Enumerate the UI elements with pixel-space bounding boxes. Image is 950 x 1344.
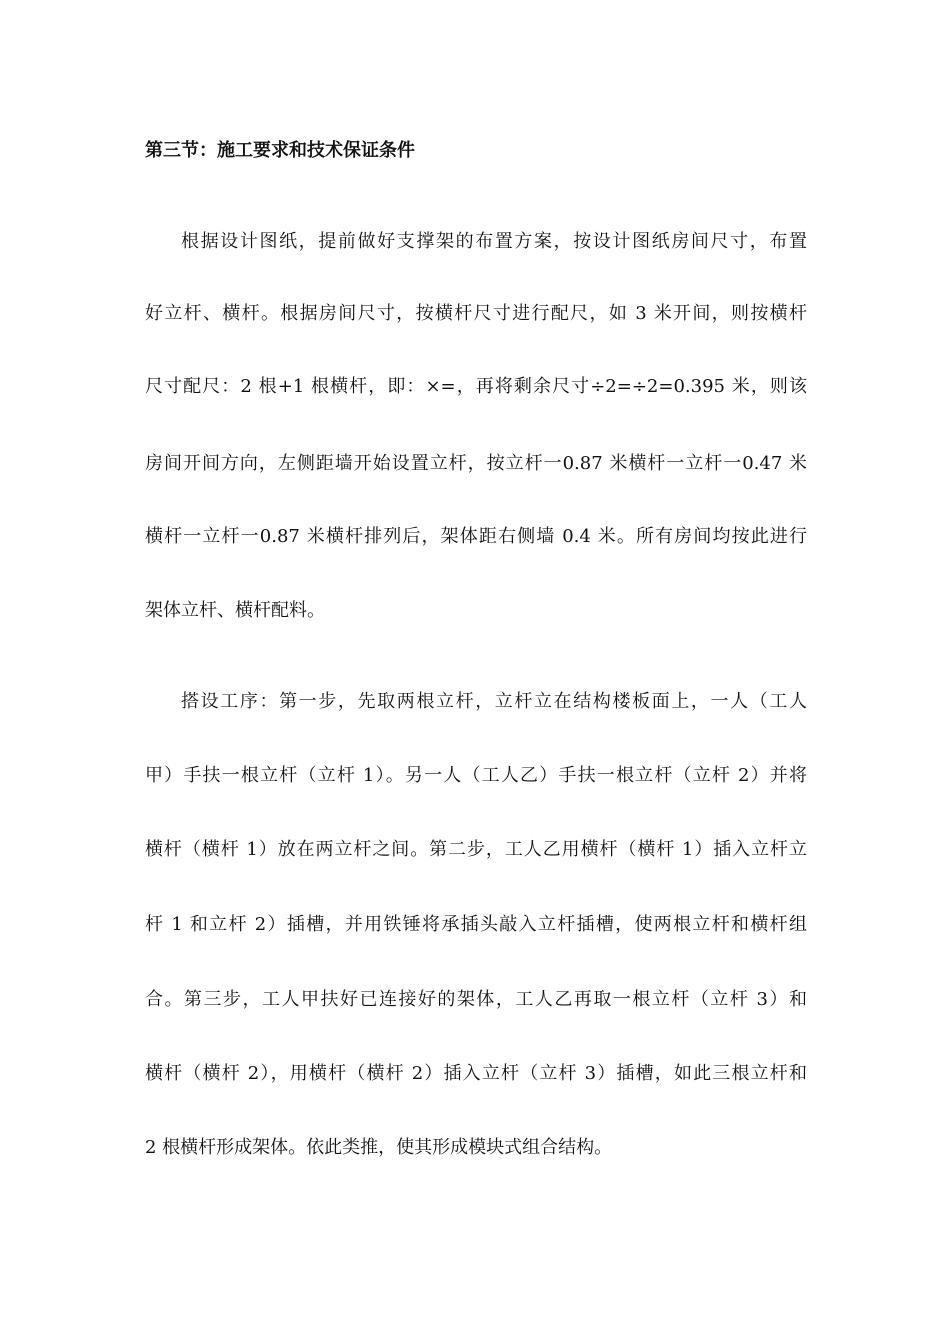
paragraph-1-line: 横杆一立杆一0.87 米横杆排列后，架体距右侧墙 0.4 米。所有房间均按此进行 [145, 526, 807, 547]
paragraph-1-line: 根据设计图纸，提前做好支撑架的布置方案，按设计图纸房间尺寸，布置 [181, 231, 807, 252]
section-heading: 第三节：施工要求和技术保证条件 [145, 140, 415, 161]
paragraph-1-line: 房间开间方向，左侧距墙开始设置立杆，按立杆一0.87 米横杆一立杆一0.47 米 [145, 453, 807, 474]
paragraph-2-line: 搭设工序：第一步，先取两根立杆，立杆立在结构楼板面上，一人（工人 [181, 691, 807, 712]
paragraph-1-line: 架体立杆、横杆配料。 [145, 600, 325, 621]
paragraph-1-line: 好立杆、横杆。根据房间尺寸，按横杆尺寸进行配尺，如 3 米开间，则按横杆 [145, 303, 807, 324]
paragraph-2-line: 合。第三步，工人甲扶好已连接好的架体，工人乙再取一根立杆（立杆 3）和 [145, 989, 807, 1010]
paragraph-2-line: 2 根横杆形成架体。依此类推，使其形成模块式组合结构。 [145, 1137, 613, 1158]
paragraph-2-line: 横杆（横杆 2），用横杆（横杆 2）插入立杆（立杆 3）插槽，如此三根立杆和 [145, 1063, 807, 1084]
paragraph-1-line: 尺寸配尺：2 根+1 根横杆，即：×=，再将剩余尺寸÷2=÷2=0.395 米，则该 [145, 376, 807, 397]
paragraph-2-line: 甲）手扶一根立杆（立杆 1）。另一人（工人乙）手扶一根立杆（立杆 2）并将 [145, 765, 807, 786]
paragraph-2-line: 杆 1 和立杆 2）插槽，并用铁锤将承插头敲入立杆插槽，使两根立杆和横杆组 [145, 914, 807, 935]
paragraph-2-line: 横杆（横杆 1）放在两立杆之间。第二步，工人乙用横杆（横杆 1）插入立杆立 [145, 839, 807, 860]
